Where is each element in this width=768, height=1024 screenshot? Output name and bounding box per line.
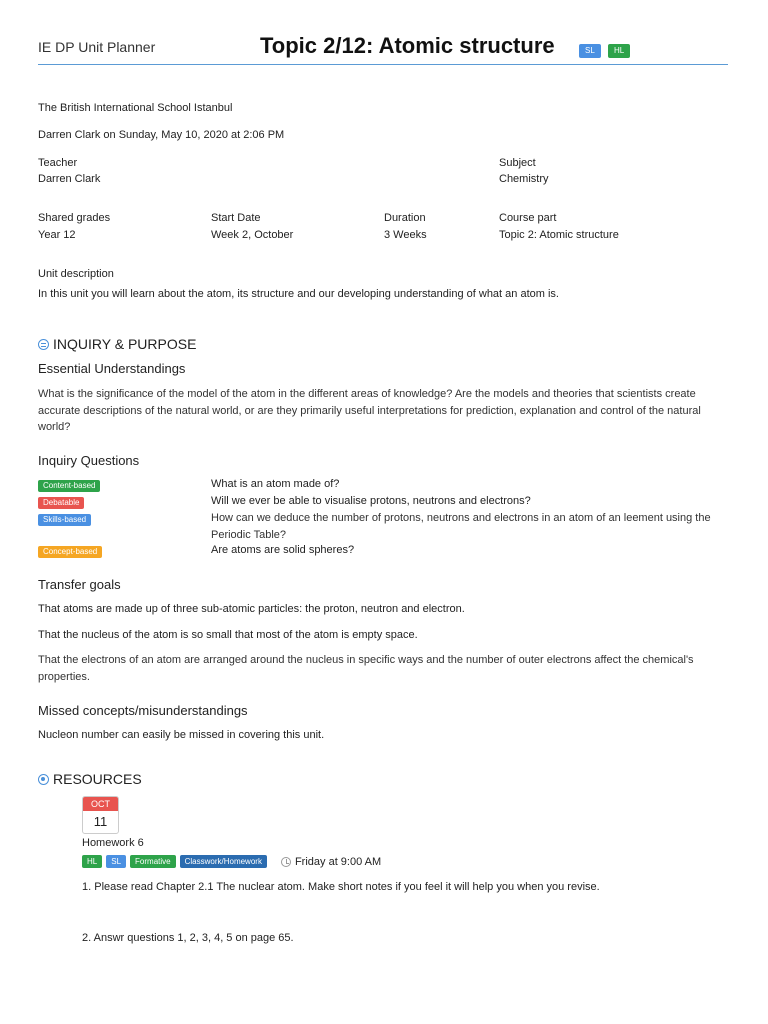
course-part-label: Course part bbox=[499, 212, 557, 224]
unit-description-text: In this unit you will learn about the atom, its structure and our developing understanding of what an atom is. bbox=[38, 288, 559, 300]
resource-title[interactable]: Homework 6 bbox=[82, 837, 144, 849]
question-tag-skills bbox=[38, 513, 91, 526]
due-time-text: Friday at 9:00 AM bbox=[294, 855, 382, 868]
start-date-value: Week 2, October bbox=[211, 229, 294, 241]
resources-heading-text: RESOURCES bbox=[53, 771, 142, 787]
subject-label: Subject bbox=[499, 157, 536, 169]
question-skills: How can we deduce the number of protons, neutrons and electrons in an atom of an leement using the Periodic Table? bbox=[211, 512, 711, 541]
inquiry-heading-text: INQUIRY & PURPOSE bbox=[53, 336, 197, 352]
sl-tag: SL bbox=[579, 44, 601, 58]
missed-concepts-heading: Missed concepts/misunderstandings bbox=[38, 703, 248, 718]
formative-tag: Formative bbox=[130, 855, 176, 868]
calendar-day: 11 bbox=[93, 814, 108, 829]
instruction-1: 1. Please read Chapter 2.1 The nuclear atom. Make short notes if you feel it will help you when you revise. bbox=[82, 881, 600, 893]
question-tag-content bbox=[38, 479, 100, 492]
transfer-goal-1: That atoms are made up of three sub-atomic particles: the proton, neutron and electron. bbox=[38, 603, 465, 615]
transfer-goal-3: That the electrons of an atom are arranged around the nucleus in specific ways and the number of outer electrons affect the chemical's properties. bbox=[38, 654, 694, 683]
debatable-tag: Debatable bbox=[38, 497, 84, 509]
calendar-month: OCT bbox=[83, 797, 118, 811]
hl-tag: HL bbox=[82, 855, 102, 868]
classwork-homework-tag: Classwork/Homework bbox=[180, 855, 267, 868]
question-debatable: Will we ever be able to visualise protons, neutrons and electrons? bbox=[211, 495, 531, 507]
due-time bbox=[281, 856, 381, 868]
sl-tag: SL bbox=[106, 855, 126, 868]
start-date-label: Start Date bbox=[211, 212, 261, 224]
planner-brand: IE DP Unit Planner bbox=[38, 39, 156, 55]
shared-grades-label: Shared grades bbox=[38, 212, 111, 224]
header-divider bbox=[38, 64, 728, 65]
transfer-goal-2: That the nucleus of the atom is so small that most of the atom is empty space. bbox=[38, 629, 418, 641]
inquiry-section-heading bbox=[38, 336, 196, 352]
resources-section-heading bbox=[38, 771, 142, 787]
inquiry-questions-heading: Inquiry Questions bbox=[38, 453, 140, 468]
question-tag-concept bbox=[38, 545, 102, 558]
school-name: The British International School Istanbul bbox=[38, 102, 233, 114]
page-title: Topic 2/12: Atomic structure bbox=[260, 33, 555, 58]
teacher-value: Darren Clark bbox=[38, 173, 101, 185]
transfer-goals-heading: Transfer goals bbox=[38, 577, 121, 592]
skills-based-tag: Skills-based bbox=[38, 514, 91, 526]
subject-value: Chemistry bbox=[499, 173, 549, 185]
author-line: Darren Clark on Sunday, May 10, 2020 at 2:06 PM bbox=[38, 129, 285, 141]
question-content: What is an atom made of? bbox=[211, 478, 340, 490]
question-tag-debatable bbox=[38, 496, 84, 509]
unit-description-label: Unit description bbox=[38, 268, 114, 280]
inquiry-icon bbox=[38, 339, 49, 350]
essential-understandings-heading: Essential Understandings bbox=[38, 361, 186, 376]
clock-icon bbox=[281, 857, 291, 867]
question-concept: Are atoms are solid spheres? bbox=[211, 544, 355, 556]
course-part-value: Topic 2: Atomic structure bbox=[499, 229, 619, 241]
instruction-2: 2. Answr questions 1, 2, 3, 4, 5 on page 65. bbox=[82, 932, 294, 944]
duration-value: 3 Weeks bbox=[384, 229, 427, 241]
hl-tag: HL bbox=[608, 44, 630, 58]
duration-label: Duration bbox=[384, 212, 426, 224]
due-date-calendar bbox=[82, 796, 119, 834]
concept-based-tag: Concept-based bbox=[38, 546, 102, 558]
resource-tags bbox=[82, 855, 381, 868]
missed-concepts-text: Nucleon number can easily be missed in covering this unit. bbox=[38, 729, 325, 741]
essential-understandings-text: What is the significance of the model of the atom in the different areas of knowledge? Are the models and theories that scientists create accurate descriptions of the natural world, or are they primarily useful interpretations for prediction, explanation and control of the natural world? bbox=[38, 388, 701, 433]
resources-icon bbox=[38, 774, 49, 785]
shared-grades-value: Year 12 bbox=[38, 229, 76, 241]
teacher-label: Teacher bbox=[38, 157, 78, 169]
content-based-tag: Content-based bbox=[38, 480, 100, 492]
